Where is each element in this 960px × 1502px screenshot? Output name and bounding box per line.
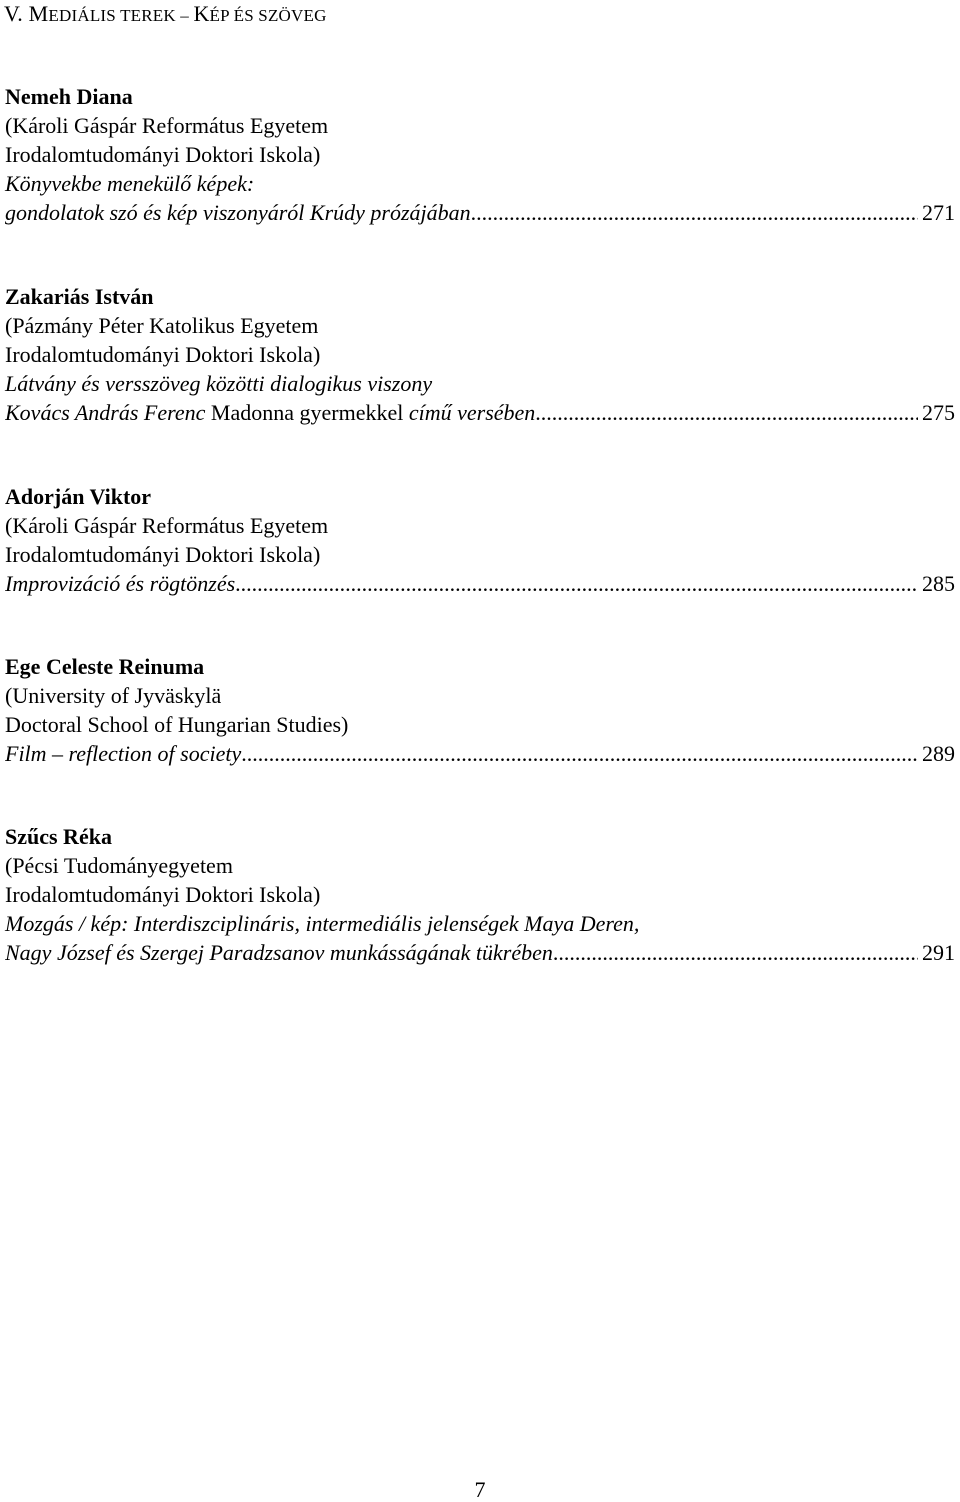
dot-leader: [471, 198, 918, 227]
entry-page-number: 285: [922, 571, 955, 596]
toc-entry: [5, 822, 960, 967]
toc-entry: [5, 282, 960, 427]
entry-page-number: 289: [922, 741, 955, 766]
dot-leader: [553, 938, 918, 967]
section-title-part: EDIÁLIS TEREK: [48, 6, 176, 25]
entry-title-segment: Kovács András Ferenc: [5, 400, 211, 425]
section-title: [29, 1, 327, 26]
entry-title-line: Könyvekbe menekülő képek:: [5, 171, 255, 196]
entry-affiliation: Irodalomtudományi Doktori Iskola): [5, 542, 321, 567]
entry-title-segment: gondolatok szó és kép viszonyáról Krúdy prózájában: [5, 200, 471, 225]
entry-affiliation: Irodalomtudományi Doktori Iskola): [5, 142, 321, 167]
section-roman-numeral: V.: [4, 1, 23, 26]
entry-affiliation: Irodalomtudományi Doktori Iskola): [5, 342, 321, 367]
entry-author: Nemeh Diana: [5, 84, 133, 109]
entry-title-text: [5, 569, 235, 598]
entry-title-with-page[interactable]: [5, 938, 960, 967]
entry-author: Zakariás István: [5, 284, 154, 309]
entry-title-segment: Nagy József és Szergej Paradzsanov munkásságának tükrében: [5, 940, 553, 965]
entry-title-with-page[interactable]: [5, 398, 960, 427]
entry-affiliation: (Pécsi Tudományegyetem: [5, 853, 233, 878]
entry-title-segment: című versében: [403, 400, 536, 425]
entry-author: Ege Celeste Reinuma: [5, 654, 205, 679]
entry-title-line: Mozgás / kép: Interdiszciplináris, intermediális jelenségek Maya Deren,: [5, 911, 640, 936]
dot-leader: [241, 739, 918, 768]
entry-affiliation: (University of Jyväskylä: [5, 683, 222, 708]
entry-title-line: Látvány és versszöveg közötti dialogikus viszony: [5, 371, 433, 396]
section-title-part: K: [193, 1, 210, 26]
entry-affiliation: Doctoral School of Hungarian Studies): [5, 712, 349, 737]
entry-affiliation: (Károli Gáspár Református Egyetem: [5, 513, 329, 538]
toc-entry: [5, 82, 960, 227]
page-number: 7: [474, 1477, 486, 1502]
section-title-part: ÉP ÉS SZÖVEG: [209, 6, 327, 25]
entry-affiliation: (Pázmány Péter Katolikus Egyetem: [5, 313, 319, 338]
entry-affiliation: Irodalomtudományi Doktori Iskola): [5, 882, 321, 907]
entry-affiliation: (Károli Gáspár Református Egyetem: [5, 113, 329, 138]
dot-leader: [535, 398, 918, 427]
entry-title-segment: Film – reflection of society: [5, 741, 242, 766]
section-title-part: M: [28, 1, 49, 26]
dot-leader: [235, 569, 918, 598]
entry-page-number: 271: [922, 200, 955, 225]
section-title-part: –: [175, 6, 194, 25]
toc-entry: [5, 482, 960, 598]
entry-title-text: [5, 938, 553, 967]
entry-title-segment: Improvizáció és rögtönzés: [5, 571, 236, 596]
entry-page-number: 291: [922, 940, 955, 965]
entry-title-text: [5, 198, 471, 227]
entry-title-text: [5, 398, 535, 427]
entry-title-with-page[interactable]: [5, 198, 960, 227]
entry-title-with-page[interactable]: [5, 569, 960, 598]
entry-title-with-page[interactable]: [5, 739, 960, 768]
entry-title-segment: Madonna gyermekkel: [210, 400, 404, 425]
section-header: [4, 0, 327, 30]
entry-page-number: 275: [922, 400, 955, 425]
entry-author: Adorján Viktor: [5, 484, 152, 509]
entry-author: Szűcs Réka: [5, 824, 112, 849]
toc-entry: [5, 652, 960, 768]
entry-title-text: [5, 739, 241, 768]
